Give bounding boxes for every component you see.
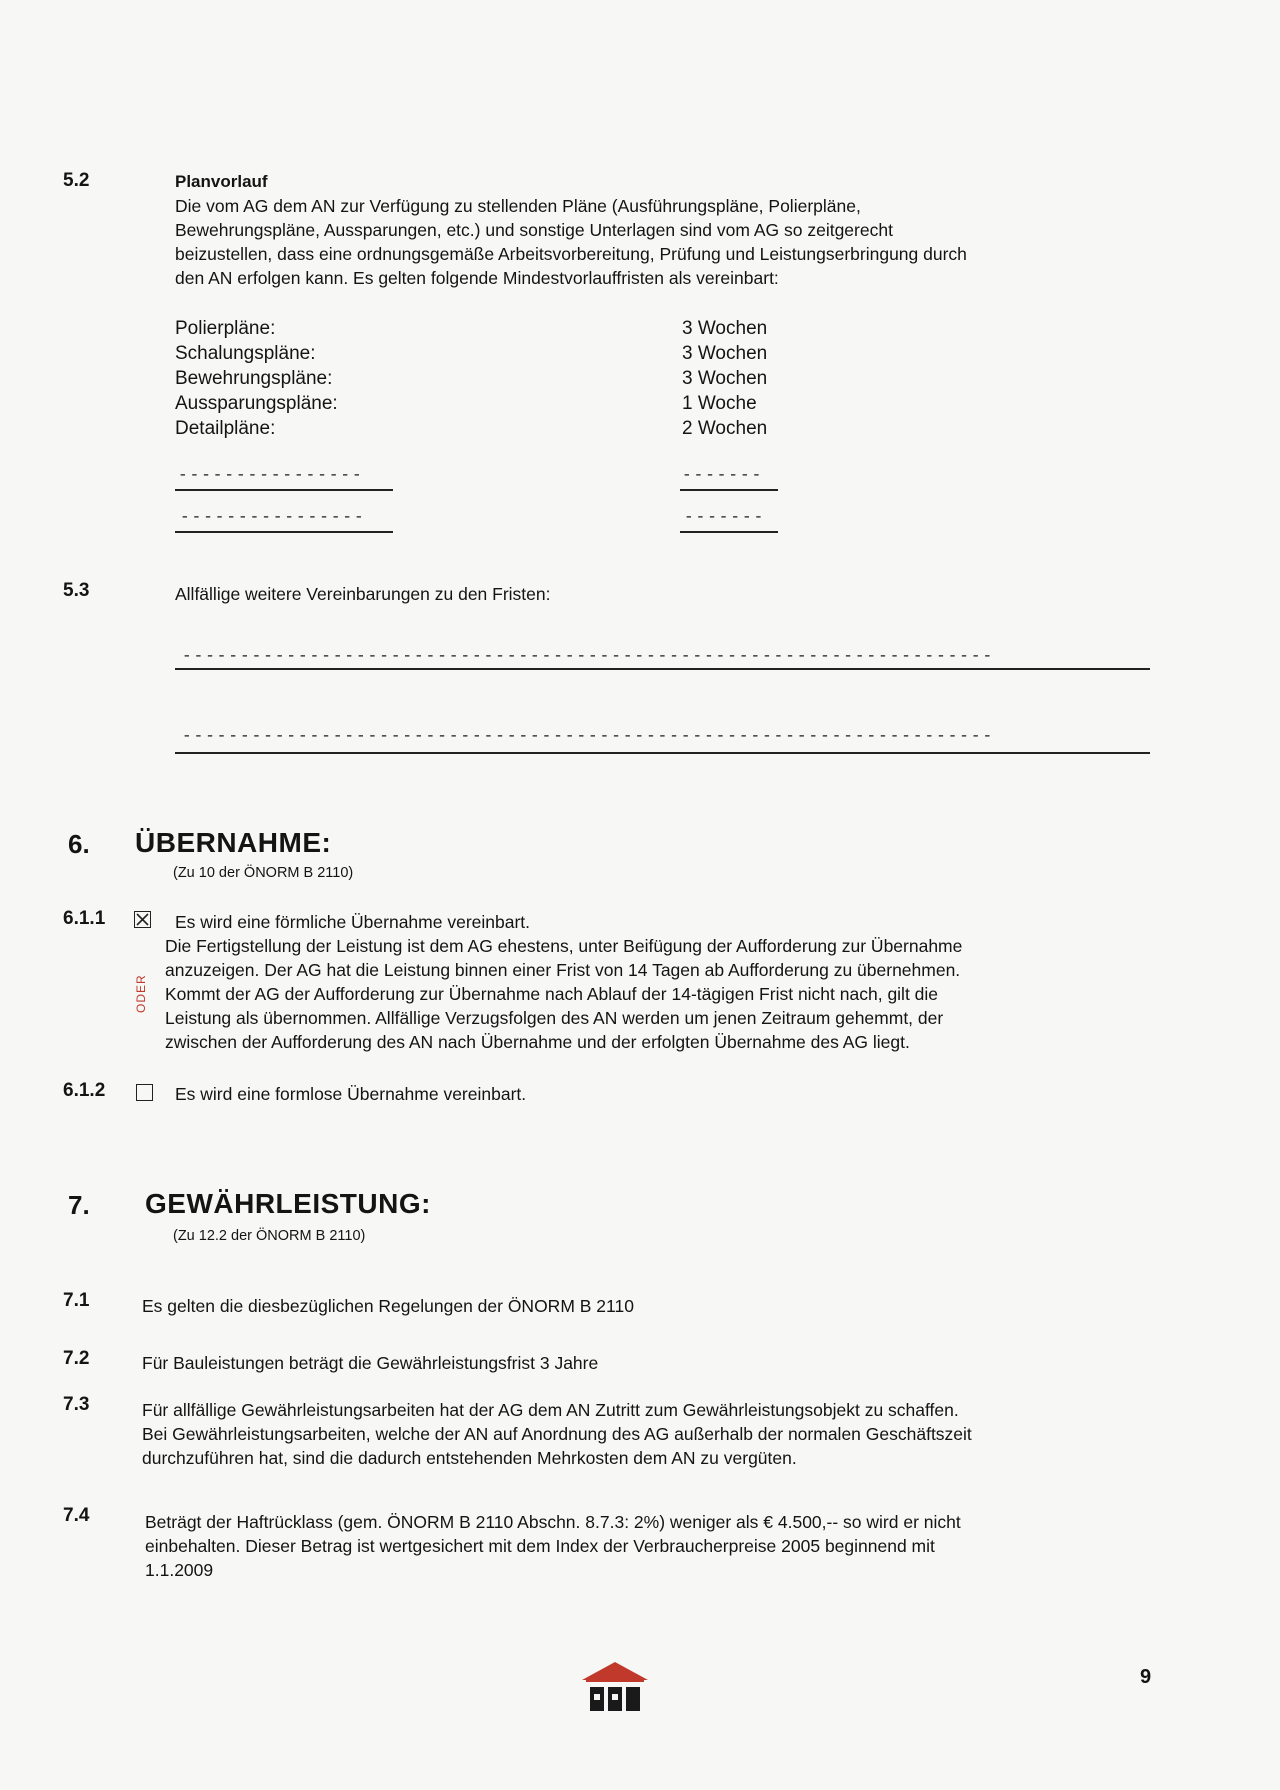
paragraph-line: Bewehrungspläne, Aussparungen, etc.) und sonstige Unterlagen sind vom AG so zeitgerecht (175, 220, 893, 240)
paragraph-line: Bei Gewährleistungsarbeiten, welche der AN auf Anordnung des AG außerhalb der normalen Geschäftszeit (142, 1424, 972, 1444)
blank-underline (175, 531, 393, 533)
plan-name: Polierpläne: (175, 318, 276, 339)
informal-acceptance-text: Es wird eine formlose Übernahme vereinbart. (175, 1084, 527, 1104)
item-number-7-3: 7.3 (63, 1394, 90, 1415)
paragraph-line: Kommt der AG der Aufforderung zur Übernahme nach Ablauf der 14-tägigen Frist nicht nach, gilt die (165, 984, 939, 1004)
paragraph-line: anzuzeigen. Der AG hat die Leistung binnen einer Frist von 14 Tagen ab Aufforderung zu übernehmen. (165, 960, 961, 980)
blank-underline (175, 752, 1150, 754)
paragraph-line: den AN erfolgen kann. Es gelten folgende Mindestvorlauffristen als vereinbart: (175, 268, 779, 288)
fill-in-blank-long[interactable]: ---------------------------------------------------------------------- (182, 727, 995, 745)
item-number-6-1-1: 6.1.1 (63, 908, 106, 929)
section-number-5-3: 5.3 (63, 580, 90, 601)
section-6-norm-ref: (Zu 10 der ÖNORM B 2110) (173, 865, 354, 881)
plan-name: Aussparungspläne: (175, 393, 338, 414)
paragraph-line: 1.1.2009 (145, 1560, 214, 1580)
plan-row (175, 418, 795, 443)
plan-row (175, 318, 795, 343)
plan-duration: 1 Woche (682, 393, 757, 414)
plan-row (175, 343, 795, 368)
item-7-4-text (145, 1510, 961, 1582)
paragraph-line: Die Fertigstellung der Leistung ist dem AG ehestens, unter Beifügung der Aufforderung zur Übernahme (165, 936, 963, 956)
blank-underline (175, 668, 1150, 670)
fill-in-blank-left[interactable]: ---------------- (180, 508, 366, 526)
plan-duration: 3 Wochen (682, 343, 768, 364)
plan-name: Schalungspläne: (175, 343, 316, 364)
checkbox-informal-acceptance-unchecked[interactable] (136, 1084, 153, 1101)
paragraph-line: beizustellen, dass eine ordnungsgemäße Arbeitsvorbereitung, Prüfung und Leistungserbringung durch (175, 244, 967, 264)
item-number-7-2: 7.2 (63, 1348, 90, 1369)
check-x-icon (135, 912, 150, 927)
paragraph-line: Die vom AG dem AN zur Verfügung zu stellenden Pläne (Ausführungspläne, Polierpläne, (175, 196, 861, 216)
house-logo-icon (580, 1660, 650, 1716)
plan-duration: 3 Wochen (682, 318, 768, 339)
item-7-2-text (142, 1351, 598, 1375)
oder-annotation: ODER (134, 974, 148, 1013)
page-number: 9 (1140, 1666, 1152, 1688)
formal-acceptance-text: Es wird eine förmliche Übernahme vereinbart. (175, 912, 531, 932)
paragraph-line: Für Bauleistungen beträgt die Gewährleistungsfrist 3 Jahre (142, 1353, 599, 1373)
section-5-3-text: Allfällige weitere Vereinbarungen zu den Fristen: (175, 584, 551, 604)
section-title-planvorlauf: Planvorlauf (175, 172, 268, 191)
plan-duration: 3 Wochen (682, 368, 768, 389)
planvorlauf-paragraph (175, 194, 967, 290)
item-number-6-1-2: 6.1.2 (63, 1080, 106, 1101)
blank-underline (680, 489, 778, 491)
fill-in-blank-right[interactable]: ------- (684, 508, 766, 526)
item-number-7-4: 7.4 (63, 1505, 90, 1526)
plan-name: Bewehrungspläne: (175, 368, 333, 389)
formal-acceptance-paragraph (165, 934, 962, 1054)
plan-name: Detailpläne: (175, 418, 276, 439)
plan-row (175, 393, 795, 418)
item-7-3-text (142, 1398, 972, 1470)
section-7-norm-ref: (Zu 12.2 der ÖNORM B 2110) (173, 1228, 366, 1244)
plan-duration: 2 Wochen (682, 418, 768, 439)
paragraph-line: durchzuführen hat, sind die dadurch entstehenden Mehrkosten dem AN zu vergüten. (142, 1448, 797, 1468)
fill-in-blank-right[interactable]: ------- (682, 466, 764, 484)
blank-underline (175, 489, 393, 491)
section-number-6: 6. (68, 829, 90, 859)
paragraph-line: Für allfällige Gewährleistungsarbeiten hat der AG dem AN Zutritt zum Gewährleistungsobjekt zu schaffen. (142, 1400, 959, 1420)
paragraph-line: einbehalten. Dieser Betrag ist wertgesichert mit dem Index der Verbraucherpreise 2005 beginnend mit (145, 1536, 935, 1556)
item-7-1-text (142, 1294, 634, 1318)
paragraph-line: Beträgt der Haftrücklass (gem. ÖNORM B 2110 Abschn. 8.7.3: 2%) weniger als € 4.500,-- so wird er nicht (145, 1512, 961, 1532)
item-number-7-1: 7.1 (63, 1290, 90, 1311)
house-logo (580, 1660, 650, 1721)
fill-in-blank-long[interactable]: ---------------------------------------------------------------------- (182, 647, 995, 665)
paragraph-line: Es gelten die diesbezüglichen Regelungen der ÖNORM B 2110 (142, 1296, 634, 1316)
paragraph-line: zwischen der Aufforderung des AN nach Übernahme und der erfolgten Übernahme des AG liegt. (165, 1032, 910, 1052)
plan-row (175, 368, 795, 393)
section-number-5-2: 5.2 (63, 170, 90, 191)
section-title-gewaehrleistung: GEWÄHRLEISTUNG: (145, 1188, 431, 1219)
blank-underline (680, 531, 778, 533)
checkbox-formal-acceptance-checked[interactable] (134, 911, 151, 928)
paragraph-line: Leistung als übernommen. Allfällige Verzugsfolgen des AN werden um jenen Zeitraum gehemmt, der (165, 1008, 944, 1028)
fill-in-blank-left[interactable]: ---------------- (178, 466, 364, 484)
section-number-7: 7. (68, 1190, 90, 1220)
section-title-uebernahme: ÜBERNAHME: (135, 827, 332, 858)
